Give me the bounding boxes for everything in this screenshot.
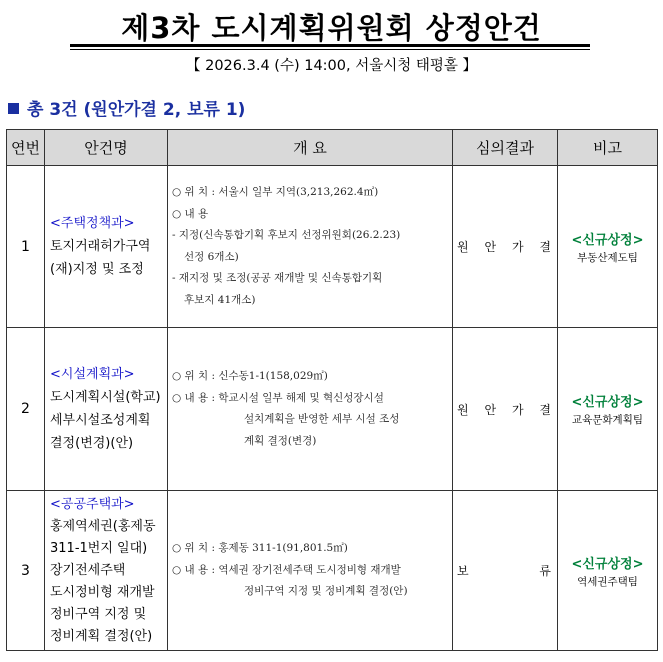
header-summary: 개 요: [168, 130, 453, 166]
department-label: <시설계획과>: [50, 367, 135, 382]
item-name-line: 토지거래허가구역: [50, 239, 151, 254]
meeting-info: 【 2026.3.4 (수) 14:00, 서울시청 태평홀 】: [186, 58, 477, 74]
summary-line: 계획 결정(변경): [244, 434, 317, 447]
agenda-table: [6, 129, 658, 651]
row-item-name: [45, 328, 168, 491]
result-char: 안: [484, 240, 497, 254]
title-underline: [70, 44, 590, 47]
row-no: 1: [7, 166, 45, 328]
row-result: [453, 328, 558, 491]
summary-line: - 지정(신속통합기획 후보지 선정위원회(26.2.23): [172, 229, 401, 241]
table-row: [7, 491, 658, 651]
item-name-line: 도시정비형 재개발: [50, 584, 155, 600]
summary-text: 총 3건 (원안가결 2, 보류 1): [27, 100, 246, 120]
result-char: 류: [539, 564, 551, 578]
team-name: 교육문화계획팀: [571, 414, 643, 426]
header-result: 심의결과: [453, 130, 558, 166]
table-header-row: [7, 130, 658, 166]
item-name-line: 세부시설조성계획: [50, 413, 151, 428]
table-row: [7, 328, 658, 491]
summary-line: - 재지정 및 조정(공공 재개발 및 신속통합기획: [172, 272, 383, 284]
item-name-line: 홍제역세권(홍제동: [50, 518, 156, 534]
team-name: 역세권주택팀: [577, 575, 638, 588]
result-char: 원: [457, 402, 469, 417]
header-no: 연번: [7, 130, 45, 166]
team-name: 부동산제도팀: [577, 251, 638, 264]
table-row: [7, 166, 658, 328]
header-remark: 비고: [558, 130, 658, 166]
department-label: <공공주택과>: [50, 496, 135, 512]
item-name-line: 311-1번지 일대): [50, 540, 148, 556]
square-bullet-icon: [8, 103, 19, 114]
new-item-tag: <신규상정>: [571, 395, 644, 410]
new-item-tag: <신규상정>: [571, 556, 644, 572]
row-remark: [558, 166, 658, 328]
result-char: 원: [457, 240, 469, 254]
item-name-line: 장기전세주택: [50, 562, 126, 578]
item-name-line: 정비구역 지정 및: [50, 606, 147, 622]
summary-line: [8, 95, 245, 120]
title-underline-thin: [70, 49, 590, 50]
result-char: 결: [539, 402, 551, 417]
row-summary: [168, 328, 453, 491]
result-char: 보: [457, 564, 469, 578]
row-no: 2: [7, 328, 45, 491]
row-result: [453, 491, 558, 651]
result-char: 안: [484, 402, 497, 417]
summary-line: ○ 내 용: [172, 207, 209, 220]
item-name-line: 정비계획 결정(안): [50, 628, 153, 644]
summary-line: 정비구역 지정 및 정비계획 결정(안): [244, 585, 408, 598]
result-char: 가: [511, 240, 524, 254]
summary-line: ○ 위 치 : 홍제동 311-1(91,801.5㎡): [172, 542, 348, 555]
summary-line: ○ 위 치 : 신수동1-1(158,029㎡): [172, 370, 328, 382]
row-result: [453, 166, 558, 328]
item-name-line: 도시계획시설(학교): [50, 390, 161, 405]
row-summary: [168, 166, 453, 328]
summary-line: ○ 내 용 : 역세권 장기전세주택 도시정비형 재개발: [172, 563, 401, 576]
row-item-name: [45, 166, 168, 328]
summary-line: 설치계획을 반영한 세부 시설 조성: [244, 413, 400, 425]
department-label: <주택정책과>: [50, 216, 135, 231]
row-no: 3: [7, 491, 45, 651]
item-name-line: 결정(변경)(안): [50, 436, 134, 451]
result-char: 가: [511, 402, 524, 417]
item-name-line: (재)지정 및 조정: [50, 262, 144, 277]
result-char: 결: [539, 240, 551, 254]
header-item-name: 안건명: [45, 130, 168, 166]
row-summary: [168, 491, 453, 651]
row-remark: [558, 491, 658, 651]
summary-line: 후보지 41개소): [184, 293, 256, 306]
row-item-name: [45, 491, 168, 651]
summary-line: ○ 위 치 : 서울시 일부 지역(3,213,262.4㎡): [172, 186, 379, 198]
row-remark: [558, 328, 658, 491]
summary-line: ○ 내 용 : 학교시설 일부 해제 및 혁신성장시설: [172, 391, 384, 404]
summary-line: 선정 6개소): [184, 250, 239, 263]
new-item-tag: <신규상정>: [571, 232, 644, 248]
page-title: 제3차 도시계획위원회 상정안건: [121, 11, 542, 45]
